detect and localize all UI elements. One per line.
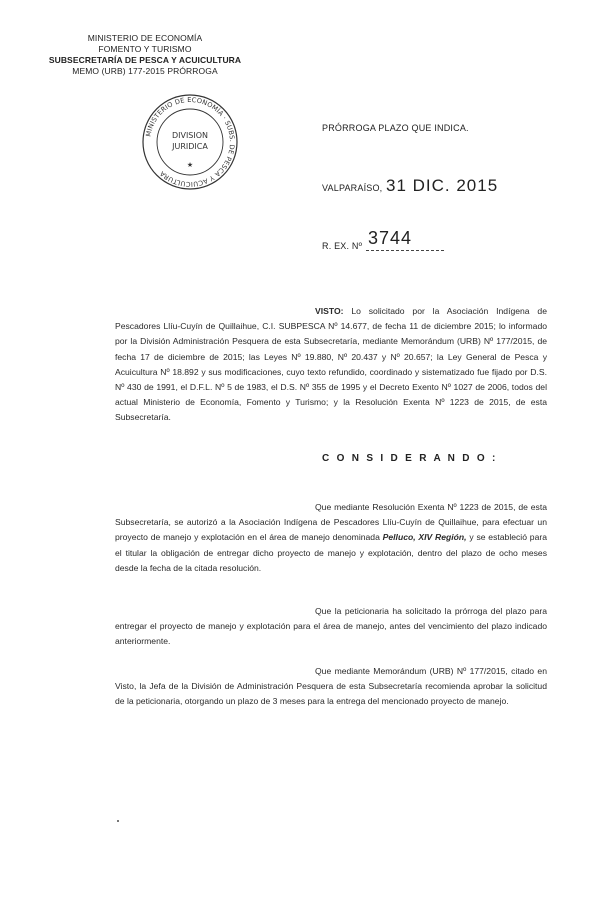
considerando-paragraph-3 (115, 664, 547, 710)
document-subject: PRÓRROGA PLAZO QUE INDICA. (322, 123, 469, 133)
visto-text: Lo solicitado por la Asociación Indígena de Pescadores Llíu-Cuyín de Quillaihue, C.I. SUBPESCA Nº 14.677, de fecha 11 de diciembre 2015; lo informado por la División Administración Pesquera de esta Subsecretaría, mediante Memorándum (URB) Nº 177/2015, de fecha 17 de diciembre de 2015; las Leyes Nº 19.880, Nº 20.437 y Nº 20.657; la Ley General de Pesca y Acuicultura Nº 18.892 y sus modificaciones, cuyo texto refundido, coordinado y sistematizado fue fijado por D.S. Nº 430 de 1991, el D.F.L. Nº 5 de 1983, el D.S. Nº 355 de 1995 y el Decreto Exento Nº 1027 de 2006, todos del actual Ministerio de Economía, Fomento y Turismo; y la Resolución Exenta Nº 1223 de 2015, de esta Subsecretaría. (115, 306, 547, 423)
official-seal (140, 92, 240, 192)
header-subsecretaria: SUBSECRETARÍA DE PESCA Y ACUICULTURA (48, 55, 242, 65)
seal-star-icon: ★ (186, 161, 194, 169)
considerando-p1-a: Que mediante Resolución Exenta Nº 1223 de 2015, de esta Subsecretaría, se autorizó a la Asociación Indígena de Pescadores Llíu-Cuyín de Quillaihue, para efectuar un proyecto de manejo y explotación en el área de manejo denominada (115, 502, 547, 543)
header-ministry-sub: FOMENTO Y TURISMO (98, 44, 192, 54)
ministry-header (40, 33, 250, 77)
considerando-p2: Que la peticionaria ha solicitado la prórroga del plazo para entregar el proyecto de manejo y explotación para el área de manejo, antes del vencimiento del plazo indicado anteriormente. (115, 606, 547, 647)
header-memo-ref: MEMO (URB) 177-2015 PRÓRROGA (72, 66, 218, 76)
seal-ring-text: MINISTERIO DE ECONOMÍA · SUBS. DE PESCA Y ACUICULTURA (144, 95, 237, 189)
resolution-underline (366, 250, 444, 251)
considerando-p3: Que mediante Memorándum (URB) Nº 177/2015, citado en Visto, la Jefa de la División de Administración Pesquera de esta Subsecretaría recomienda aprobar la solicitud de la peticionaria, otorgando un plazo de 3 meses para la entrega del mencionado proyecto de manejo. (115, 666, 547, 707)
date-label: VALPARAÍSO, (322, 183, 383, 193)
header-ministry: MINISTERIO DE ECONOMÍA (87, 33, 203, 43)
considerando-paragraph-2 (115, 604, 547, 650)
considerando-p1-b: y se estableció para el titular la obligación de entregar dicho proyecto de manejo y explotación, dentro del plazo de ocho meses desde la fecha de la citada resolución. (115, 532, 547, 573)
resolution-number: 3744 (368, 228, 413, 248)
considerando-title: C O N S I D E R A N D O : (322, 453, 498, 464)
page-mark (117, 820, 119, 822)
visto-label: VISTO: (315, 306, 344, 316)
seal-center-division: DIVISION (171, 131, 209, 140)
seal-center-juridica: JURIDICA (172, 142, 208, 151)
visto-paragraph (115, 304, 547, 426)
resolution-label: R. EX. Nº (322, 241, 363, 251)
considerando-paragraph-1 (115, 500, 547, 576)
date-value: 31 DIC. 2015 (386, 176, 499, 195)
considerando-p1-area: Pelluco, XIV Región, (382, 532, 467, 543)
